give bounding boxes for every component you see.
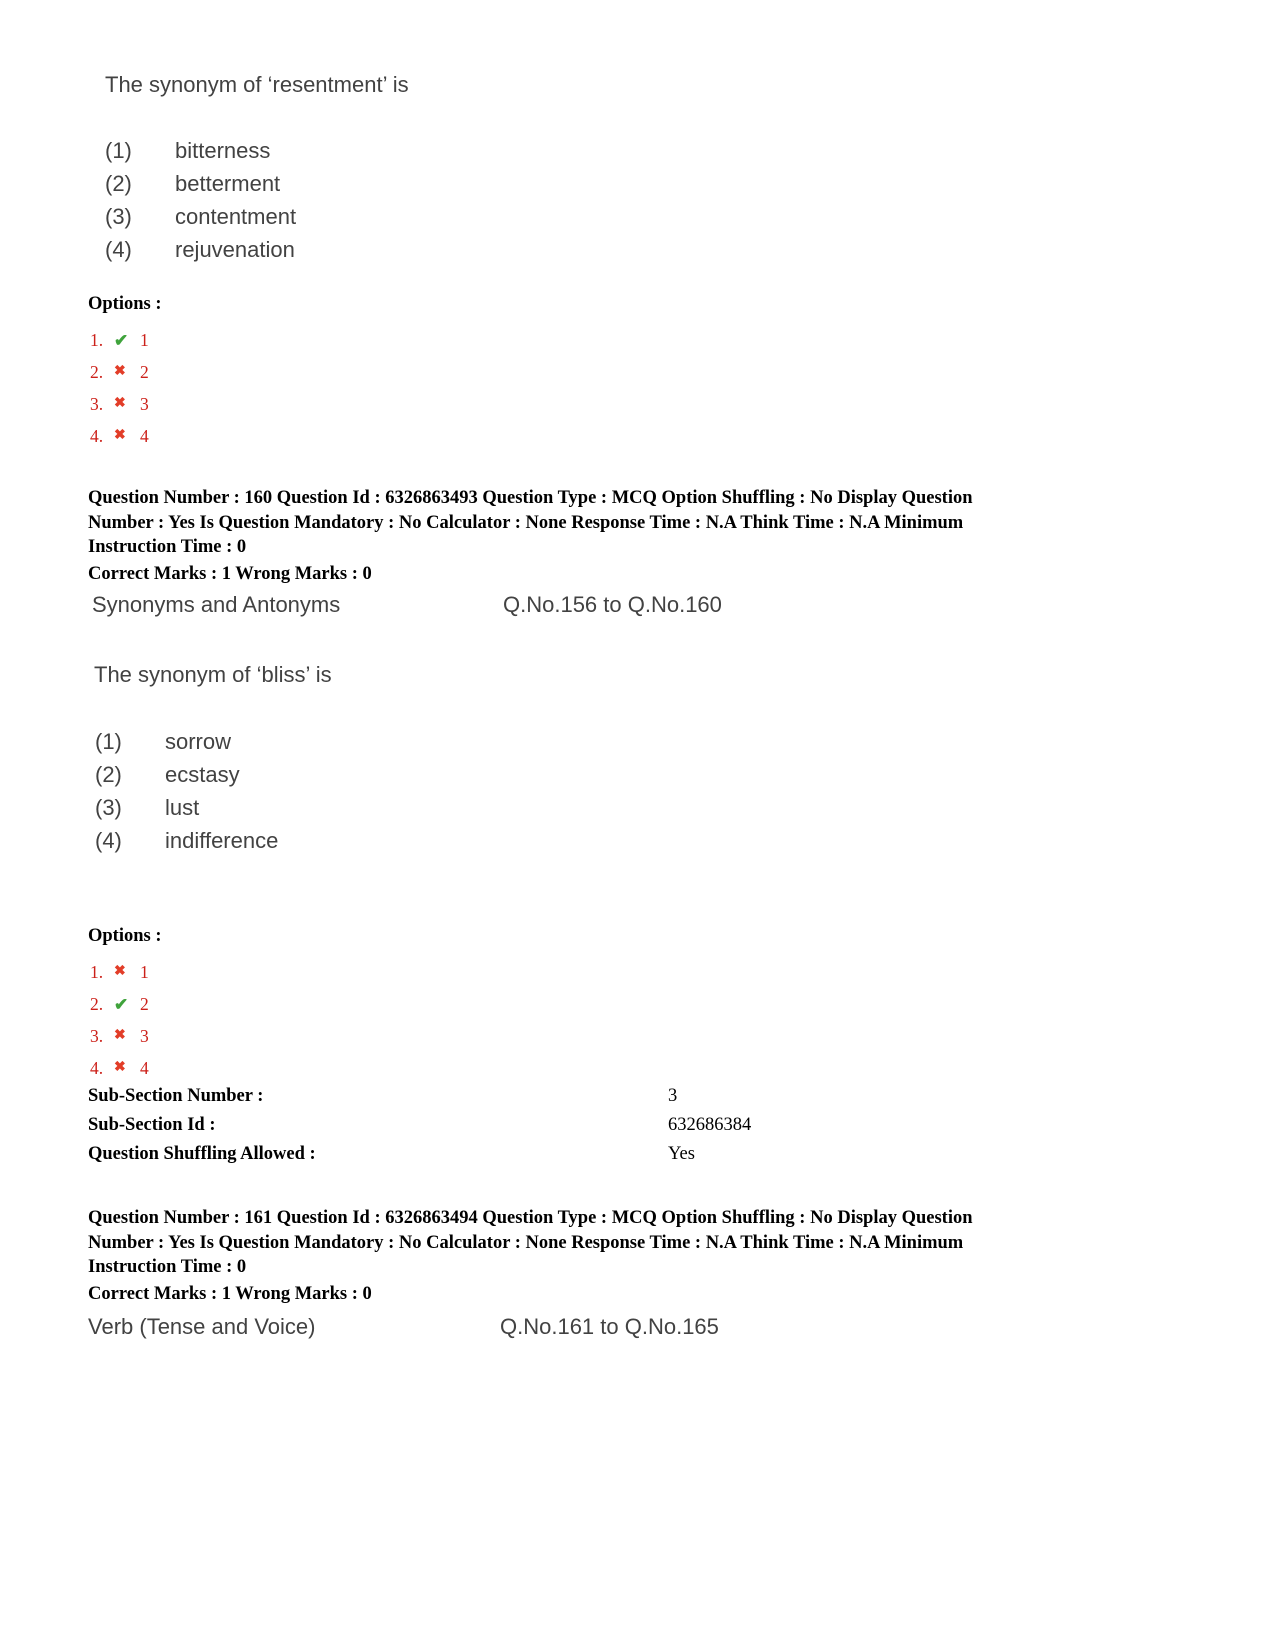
answer-value: 1 bbox=[140, 329, 149, 350]
choice-list bbox=[95, 725, 278, 857]
choice-row bbox=[95, 824, 278, 857]
choice-text: sorrow bbox=[165, 729, 232, 754]
answer-value: 2 bbox=[140, 993, 149, 1014]
answer-row bbox=[90, 956, 149, 988]
answer-index: 3. bbox=[90, 393, 104, 414]
answer-row bbox=[90, 420, 149, 452]
metadata-line: Question Number : 161 Question Id : 6326863494 Question Type : MCQ Option Shuffling : No Display Question bbox=[88, 1208, 973, 1228]
subsection-label: Question Shuffling Allowed : bbox=[88, 1144, 316, 1164]
choice-number: (4) bbox=[105, 237, 132, 262]
answer-options bbox=[90, 324, 149, 452]
subsection-value: 3 bbox=[668, 1086, 678, 1106]
section-question-range: Q.No.161 to Q.No.165 bbox=[500, 1314, 719, 1339]
choice-text: ecstasy bbox=[165, 762, 240, 787]
metadata-line: Question Number : 160 Question Id : 6326863493 Question Type : MCQ Option Shuffling : No Display Question bbox=[88, 488, 973, 508]
answer-index: 2. bbox=[90, 993, 104, 1014]
answer-value: 1 bbox=[140, 961, 149, 982]
cross-icon: ✖ bbox=[114, 1028, 126, 1043]
choice-row bbox=[105, 200, 296, 233]
subsection-row bbox=[88, 1082, 751, 1111]
answer-row bbox=[90, 1020, 149, 1052]
answer-options bbox=[90, 956, 149, 1084]
choice-text: indifference bbox=[165, 828, 279, 853]
marks-line: Correct Marks : 1 Wrong Marks : 0 bbox=[88, 1284, 372, 1304]
cross-icon: ✖ bbox=[114, 396, 126, 411]
choice-number: (2) bbox=[105, 171, 132, 196]
cross-icon: ✖ bbox=[114, 428, 126, 443]
answer-index: 4. bbox=[90, 1057, 104, 1078]
check-icon: ✔ bbox=[114, 994, 129, 1014]
answer-index: 2. bbox=[90, 361, 104, 382]
choice-number: (1) bbox=[105, 138, 132, 163]
answer-value: 3 bbox=[140, 393, 149, 414]
choice-row bbox=[95, 725, 278, 758]
subsection-info bbox=[88, 1082, 751, 1169]
answer-row bbox=[90, 988, 149, 1020]
choice-number: (1) bbox=[95, 729, 122, 754]
choice-text: bitterness bbox=[175, 138, 271, 163]
choice-row bbox=[95, 791, 278, 824]
subsection-value: Yes bbox=[668, 1144, 695, 1164]
subsection-label: Sub-Section Number : bbox=[88, 1086, 264, 1106]
answer-index: 3. bbox=[90, 1025, 104, 1046]
section-title: Verb (Tense and Voice) bbox=[88, 1314, 316, 1339]
cross-icon: ✖ bbox=[114, 964, 126, 979]
choice-number: (3) bbox=[105, 204, 132, 229]
options-label: Options : bbox=[88, 926, 162, 946]
marks-line: Correct Marks : 1 Wrong Marks : 0 bbox=[88, 564, 372, 584]
answer-row bbox=[90, 388, 149, 420]
question-metadata bbox=[88, 1206, 973, 1280]
subsection-value: 632686384 bbox=[668, 1115, 752, 1135]
metadata-line: Number : Yes Is Question Mandatory : No Calculator : None Response Time : N.A Think Time : N.A Minimum bbox=[88, 1232, 964, 1253]
choice-number: (2) bbox=[95, 762, 122, 787]
cross-icon: ✖ bbox=[114, 1060, 126, 1075]
check-icon: ✔ bbox=[114, 330, 129, 350]
answer-index: 4. bbox=[90, 425, 104, 446]
subsection-row bbox=[88, 1140, 751, 1169]
choice-text: betterment bbox=[175, 171, 281, 196]
options-label: Options : bbox=[88, 294, 162, 314]
choice-text: lust bbox=[165, 795, 200, 820]
answer-row bbox=[90, 324, 149, 356]
choice-row bbox=[105, 134, 296, 167]
answer-value: 2 bbox=[140, 361, 149, 382]
question-prompt: The synonym of ‘bliss’ is bbox=[94, 662, 332, 687]
answer-row bbox=[90, 1052, 149, 1084]
subsection-row bbox=[88, 1111, 751, 1140]
section-question-range: Q.No.156 to Q.No.160 bbox=[503, 592, 722, 617]
metadata-line: Instruction Time : 0 bbox=[88, 537, 247, 557]
question-prompt: The synonym of ‘resentment’ is bbox=[105, 72, 409, 97]
metadata-line: Number : Yes Is Question Mandatory : No Calculator : None Response Time : N.A Think Time : N.A Minimum bbox=[88, 512, 964, 533]
choice-number: (3) bbox=[95, 795, 122, 820]
choice-number: (4) bbox=[95, 828, 122, 853]
choice-row bbox=[105, 167, 296, 200]
question-metadata bbox=[88, 486, 973, 560]
choice-row bbox=[105, 233, 296, 266]
subsection-label: Sub-Section Id : bbox=[88, 1115, 216, 1135]
choice-text: rejuvenation bbox=[175, 237, 295, 262]
answer-index: 1. bbox=[90, 329, 104, 350]
answer-value: 4 bbox=[140, 1057, 149, 1078]
cross-icon: ✖ bbox=[114, 364, 126, 379]
answer-value: 4 bbox=[140, 425, 149, 446]
choice-list bbox=[105, 134, 296, 266]
choice-text: contentment bbox=[175, 204, 297, 229]
choice-row bbox=[95, 758, 278, 791]
section-title: Synonyms and Antonyms bbox=[92, 592, 341, 617]
answer-value: 3 bbox=[140, 1025, 149, 1046]
metadata-line: Instruction Time : 0 bbox=[88, 1257, 247, 1277]
answer-row bbox=[90, 356, 149, 388]
answer-index: 1. bbox=[90, 961, 104, 982]
